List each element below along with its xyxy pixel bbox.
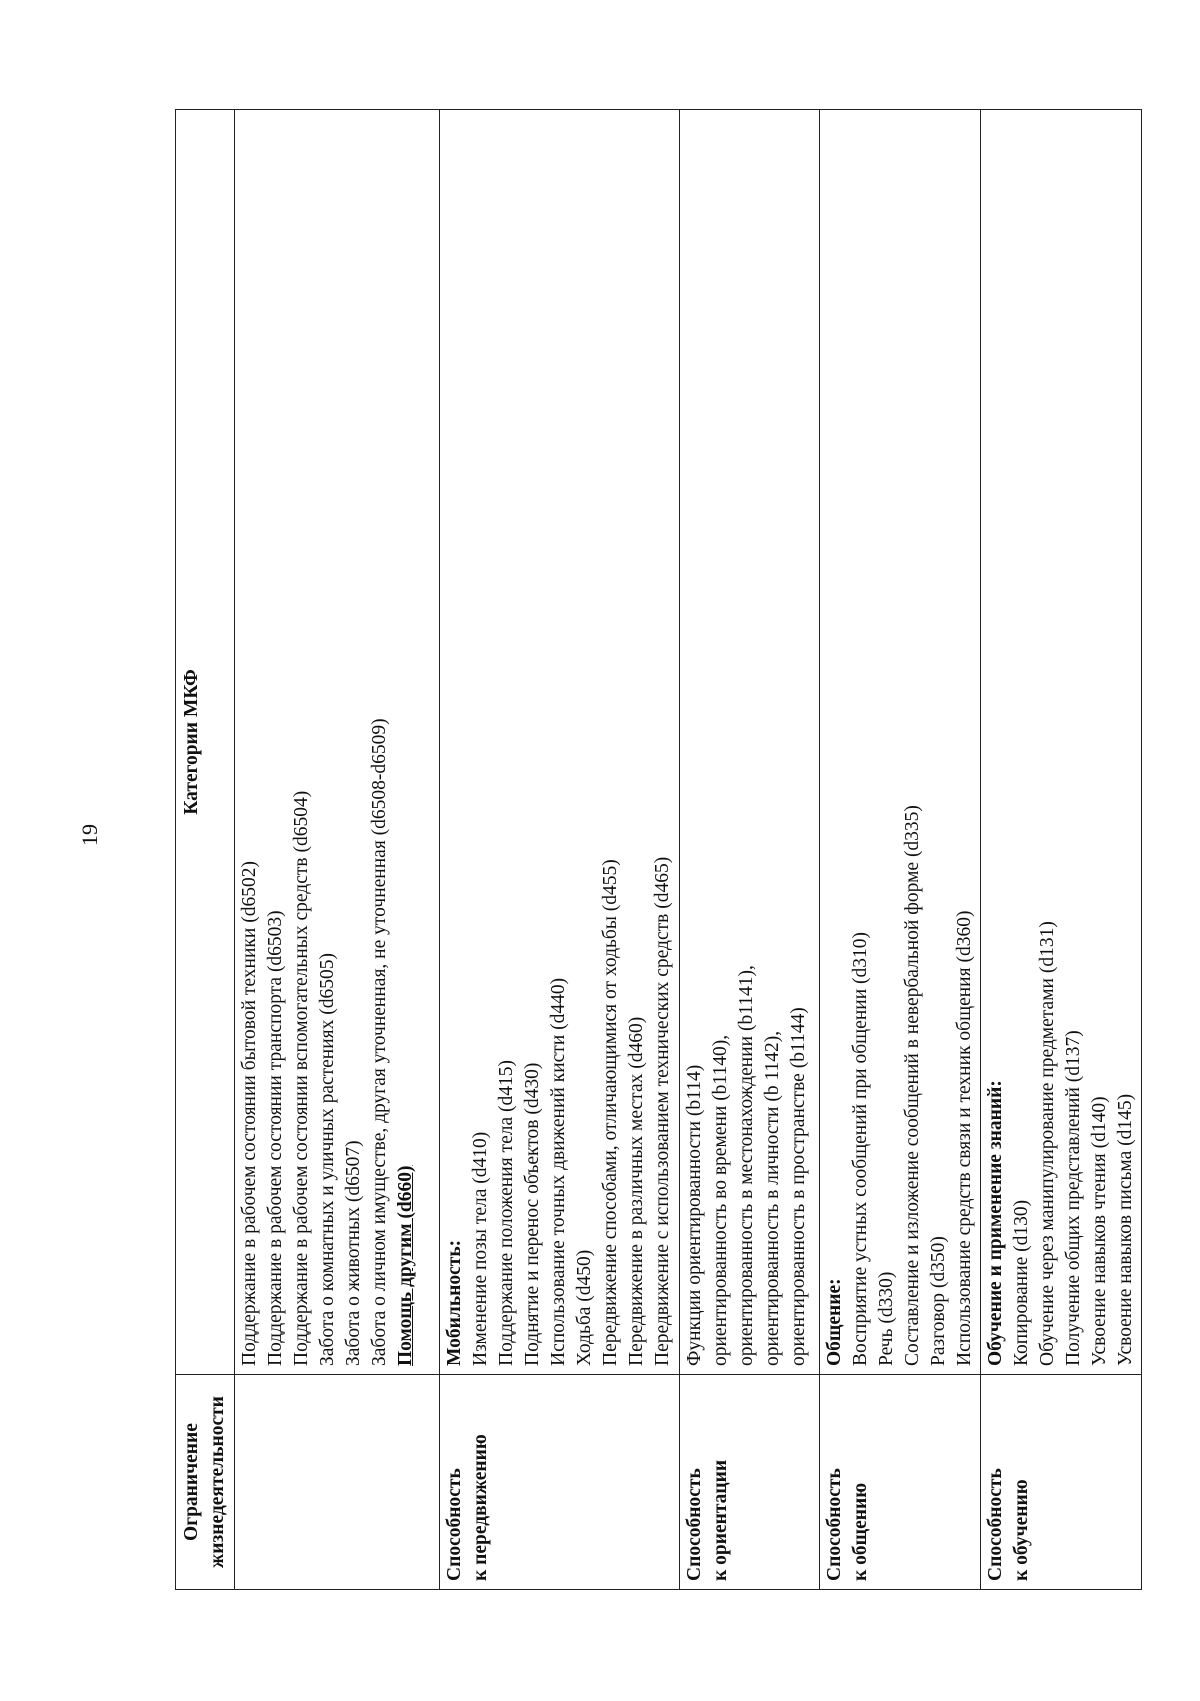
limitation-label: Способность [444,1468,465,1581]
categories-cell [820,110,981,1375]
category-line: ориентированность в пространстве (b1144) [788,1007,809,1366]
rotated-table-wrapper [175,110,1136,1590]
categories-cell [680,110,820,1375]
categories-cell [981,110,1142,1375]
limitation-cell [440,1375,680,1590]
category-line: Усвоение навыков письма (d145) [1115,1093,1136,1366]
limitation-cell [820,1375,981,1590]
icf-categories-table [175,109,1142,1590]
table-row [440,110,680,1590]
table-header-row [176,110,235,1590]
categories-cell [440,110,680,1375]
limitation-cell [680,1375,820,1590]
limitation-label: к обучению [1011,1479,1032,1581]
header-limitation: Ограничение жизнедеятельности [176,1375,235,1590]
limitation-label: к общению [850,1482,871,1581]
table-row [235,110,440,1590]
category-line: Поддержание в рабочем состоянии транспорта (d6503) [265,910,286,1366]
limitation-label: Способность [684,1468,705,1581]
category-heading: Обучение и применение знаний: [985,1080,1006,1366]
limitation-label: к передвижению [470,1434,491,1581]
category-line: Поддержание в рабочем состоянии вспомогательных средств (d6504) [291,790,312,1366]
category-line: Передвижение с использованием технических средств (d465) [652,856,673,1366]
category-line: Использование средств связи и техник общения (d360) [954,910,975,1366]
category-line: Обучение через манипулирование предметами (d131) [1037,921,1058,1366]
category-line: Составление и изложение сообщений в невербальной форме (d335) [902,805,923,1366]
limitation-label: Способность [985,1468,1006,1581]
category-line: ориентированность во времени (b1140), [710,1034,731,1366]
category-line: Забота о комнатных и уличных растениях (d6505) [317,952,338,1366]
category-line: Речь (d330) [876,1271,897,1366]
limitation-label: к ориентации [710,1459,731,1581]
category-line: Использование точных движений кисти (d440) [548,977,569,1366]
category-line: Поддержание в рабочем состоянии бытовой техники (d6502) [239,861,260,1366]
category-line: ориентированность в местонахождении (b1141), [736,965,757,1366]
category-line: Поднятие и перенос объектов (d430) [522,1062,543,1366]
category-line: Забота о личном имуществе, другая уточненная, не уточненная (d6508-d6509) [369,718,390,1366]
category-line: Ходьба (d450) [574,1249,595,1366]
category-line: Передвижение в различных местах (d460) [626,1016,647,1366]
header-icf-categories: Категории МКФ [176,110,235,1375]
limitation-label: Способность [824,1468,845,1581]
category-line: Забота о животных (d6507) [343,1140,364,1366]
category-heading: Общение: [824,1278,845,1366]
table-row [820,110,981,1590]
category-line: Изменение позы тела (d410) [470,1131,491,1366]
category-line: Поддержание положения тела (d415) [496,1060,517,1366]
category-line: Восприятие устных сообщений при общении (d310) [850,932,871,1366]
category-heading: Мобильность: [444,1239,465,1366]
category-line: Получение общих представлений (d137) [1063,1030,1084,1366]
category-line: Разговор (d350) [928,1236,949,1366]
categories-cell [235,110,440,1375]
limitation-cell [981,1375,1142,1590]
category-line: Функции ориентированности (b114) [684,1064,705,1366]
limitation-cell [235,1375,440,1590]
category-line: Копирование (d130) [1011,1199,1032,1366]
page-number: 19 [77,824,102,846]
category-line: Усвоение навыков чтения (d140) [1089,1096,1110,1366]
category-line: Передвижение способами, отличающимися от ходьбы (d455) [600,859,621,1366]
category-line: ориентированность в личности (b 1142), [762,1030,783,1366]
table-row [981,110,1142,1590]
category-heading: Помощь другим (d660) [395,1165,416,1366]
table-row [680,110,820,1590]
